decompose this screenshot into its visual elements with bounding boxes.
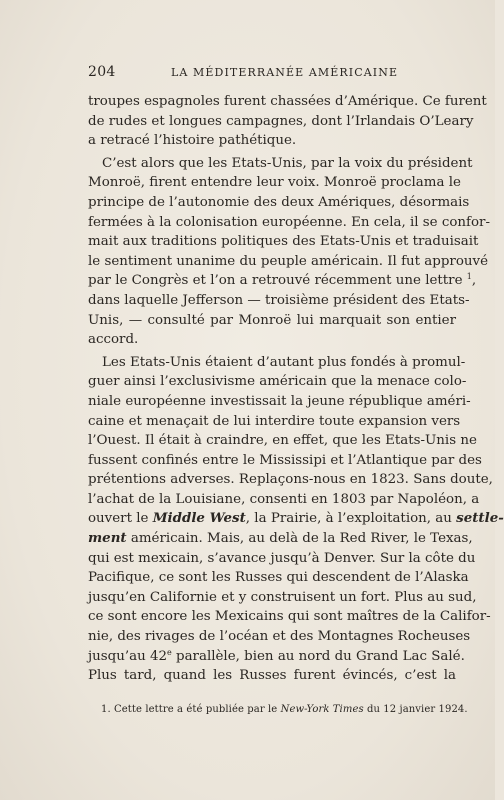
- text-line: l’Ouest. Il était à craindre, en effet, que les Etats-Unis ne: [88, 433, 477, 449]
- text-line: a retracé l’histoire pathétique.: [88, 133, 297, 149]
- text-line: Plus tard, quand les Russes furent évincés, c’est la: [88, 668, 456, 684]
- text-line: nie, des rivages de l’océan et des Montagnes Rocheuses: [88, 629, 471, 645]
- emphasis-settlement: ment: [88, 530, 127, 547]
- text-line: qui est mexicain, s’avance jusqu’à Denver. Sur la côte du: [88, 550, 476, 566]
- body-text: [88, 92, 504, 686]
- text-line: accord.: [88, 332, 139, 348]
- emphasis-settlement: settle-: [456, 510, 504, 527]
- text-line: Monroë, firent entendre leur voix. Monroë proclama le: [88, 175, 461, 191]
- line-text: , la Prairie, à l’exploitation, au: [245, 511, 457, 527]
- superscript: e: [167, 647, 172, 657]
- line-text: ouvert le: [88, 511, 153, 527]
- text-line: le sentiment unanime du peuple américain. Il fut approuvé: [88, 253, 488, 269]
- line-text: ,: [471, 273, 477, 289]
- text-line: mait aux traditions politiques des Etats-Unis et traduisait: [88, 234, 479, 250]
- line-text: jusqu’au 42: [88, 648, 168, 664]
- text-line: C’est alors que les Etats-Unis, par la voix du président: [102, 155, 473, 171]
- text-line: ce sont encore les Mexicains qui sont maîtres de la Califor-: [88, 609, 491, 625]
- line-text: parallèle, bien au nord du Grand Lac Salé.: [171, 648, 465, 664]
- running-title: LA MÉDITERRANÉE AMÉRICAINE: [171, 66, 399, 79]
- text-line: niale européenne investissait la jeune république améri-: [88, 393, 471, 409]
- text-line: fussent confinés entre le Mississipi et l’Atlantique par des: [88, 452, 482, 468]
- footnote-text: 1. Cette lettre a été publiée par le: [101, 704, 281, 715]
- text-line: jusqu’en Californie et y construisent un fort. Plus au sud,: [88, 589, 477, 605]
- emphasis-middle-west: Middle West: [152, 510, 246, 527]
- text-line: fermées à la colonisation européenne. En cela, il se confor-: [88, 214, 490, 230]
- page-header: [88, 64, 456, 82]
- text-line: dans laquelle Jefferson — troisième président des Etats-: [88, 292, 470, 308]
- text-line: [88, 509, 504, 529]
- text-line: principe de l’autonomie des deux Amériques, désormais: [88, 194, 470, 210]
- text-line: caine et menaçait de lui interdire toute expansion vers: [88, 413, 461, 429]
- text-line: troupes espagnoles furent chassées d’Amérique. Ce furent: [88, 94, 487, 109]
- text-line: [88, 271, 477, 291]
- text-line: Unis, — consulté par Monroë lui marquait son entier: [88, 312, 456, 328]
- text-line: l’achat de la Louisiane, consenti en 1803 par Napoléon, a: [88, 491, 480, 507]
- text-line: [88, 529, 473, 549]
- text-line: de rudes et longues campagnes, dont l’Irlandais O’Leary: [88, 113, 474, 129]
- text-line: Pacifique, ce sont les Russes qui descendent de l’Alaska: [88, 570, 469, 586]
- footnote-newspaper: New-York Times: [280, 704, 364, 715]
- line-text: américain. Mais, au delà de la Red River, le Texas,: [126, 531, 473, 547]
- page-number: 204: [88, 64, 116, 80]
- footnote-text: du 12 janvier 1924.: [363, 704, 468, 715]
- text-line: [88, 647, 465, 667]
- footnote-reference: 1: [466, 272, 472, 282]
- text-line: guer ainsi l’exclusivisme américain que la menace colo-: [88, 374, 467, 390]
- footnote: [101, 704, 468, 715]
- line-text: par le Congrès et l’on a retrouvé récemment une lettre: [88, 273, 467, 289]
- text-line: Les Etats-Unis étaient d’autant plus fondés à promul-: [102, 354, 466, 370]
- text-line: prétentions adverses. Replaçons-nous en 1823. Sans doute,: [88, 472, 493, 488]
